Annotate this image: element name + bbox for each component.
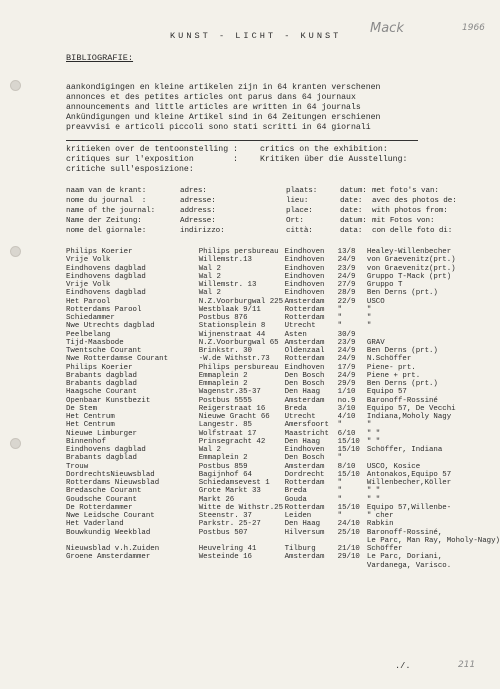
intro-line: Ankündigungen und kleine Artikel sind in 64 Zeitungen erschienen — [66, 113, 381, 122]
entry-date: 24/10 — [337, 520, 360, 529]
entry-photos: von Graevenitz(prt.) — [366, 264, 456, 273]
entry-date: no.9 — [337, 396, 356, 405]
entry-date: 21/10 — [337, 545, 360, 553]
entry-address: Prinsegracht 42 — [198, 437, 266, 446]
table-row — [66, 372, 500, 380]
legend-cell: with photos from: — [372, 207, 448, 215]
table-row — [66, 463, 500, 471]
entry-date: 23/9 — [337, 338, 356, 347]
bibliography-table — [66, 248, 500, 570]
entry-newspaper: Groene Amsterdammer — [66, 553, 151, 562]
entry-address: Willemstr.13 — [198, 256, 252, 265]
entry-place: Eindhoven — [284, 446, 325, 454]
entry-newspaper: Nieuwe Limburger — [66, 429, 137, 438]
entry-date: 30/9 — [337, 330, 356, 339]
entry-date: 15/10 — [337, 446, 360, 454]
entry-date: 23/9 — [337, 264, 356, 273]
entry-address: Willemstr. 13 — [198, 281, 257, 289]
entry-place: Eindhoven — [284, 363, 325, 372]
entry-photos: Vardanega, Varisco. — [366, 561, 452, 570]
entry-date: 4/10 — [337, 413, 356, 421]
table-row — [66, 364, 500, 372]
entry-newspaper: Peelbelang — [66, 330, 111, 339]
entry-address: N.Z.Voorburgwal 225 — [198, 297, 284, 306]
table-row — [66, 347, 500, 355]
entry-newspaper: Eindhovens dagblad — [66, 264, 146, 273]
entry-place: Eindhoven — [284, 289, 325, 298]
entry-photos: N.Schöffer — [366, 355, 412, 364]
intro-line: announcements and little articles are written in 64 journals — [66, 103, 361, 112]
entry-photos: " cher — [366, 512, 394, 520]
entry-date: " — [337, 487, 343, 496]
entry-photos: " — [366, 322, 372, 331]
entry-address: -W.de Withstr.73 — [198, 355, 270, 364]
entry-place: Den Haag — [284, 520, 321, 529]
intro-line: annonces et des petites articles ont parus dans 64 journaux — [66, 93, 356, 102]
entry-photos: " " — [366, 487, 381, 496]
table-row — [66, 298, 500, 306]
entry-place: Gouda — [284, 495, 307, 504]
entry-newspaper: Eindhovens dagblad — [66, 289, 146, 298]
entry-place: Amsterdam — [284, 396, 325, 405]
table-row — [66, 314, 500, 322]
legend-cell: indirizzo: — [180, 227, 225, 235]
legend-cell: nome del giornale: — [66, 227, 147, 235]
table-row — [66, 339, 500, 347]
entry-photos: Antonakos,Equipo 57 — [366, 470, 452, 479]
intro-line: aankondigingen en kleine artikelen zijn in 64 kranten verschenen — [66, 83, 381, 92]
entry-date: 24/9 — [337, 272, 356, 281]
entry-date: 24/9 — [337, 256, 356, 265]
entry-address: Nieuwe Gracht 66 — [198, 413, 270, 421]
entry-newspaper — [66, 537, 199, 545]
entry-place: Amsterdam — [284, 297, 325, 306]
entry-date: 24/9 — [337, 371, 356, 380]
entry-place: Eindhoven — [284, 264, 325, 273]
legend-cell: datum: — [340, 187, 367, 195]
entry-place: Rotterdam — [284, 355, 325, 364]
entry-date: " — [337, 305, 343, 314]
table-row — [66, 545, 500, 553]
entry-photos: Schöffer — [366, 545, 403, 553]
entry-date: 27/9 — [337, 281, 356, 289]
table-row — [66, 487, 500, 495]
table-row — [66, 529, 500, 537]
handwritten-name: Mack — [370, 21, 404, 36]
entry-newspaper: Haagsche Courant — [66, 388, 137, 397]
entry-place: Den Bosch — [284, 380, 325, 388]
entry-photos — [367, 454, 500, 462]
entry-place: Breda — [284, 487, 307, 496]
continuation-mark: ./. — [395, 661, 411, 671]
entry-address: Markt 26 — [198, 495, 235, 504]
entry-address: Postbus 5555 — [198, 396, 252, 405]
entry-newspaper: Eindhovens dagblad — [66, 446, 146, 454]
entry-place: Tilburg — [284, 545, 316, 553]
entry-date: 1/10 — [337, 388, 356, 397]
entry-newspaper: Eindhovens dagblad — [66, 272, 146, 281]
entry-newspaper: Nwe Leidsche Courant — [66, 512, 155, 520]
entry-address — [199, 537, 285, 545]
entry-newspaper: Rotterdams Nieuwsblad — [66, 479, 160, 487]
critics-label: Kritiken über die Ausstellung: — [260, 155, 408, 164]
entry-date: " — [337, 454, 343, 463]
entry-address: Schiedamsevest 1 — [198, 479, 270, 487]
legend-cell: date: — [340, 207, 363, 215]
entry-date: " — [337, 495, 343, 504]
punch-hole — [10, 438, 21, 449]
table-row — [66, 520, 500, 528]
table-row — [66, 256, 500, 264]
table-row — [66, 471, 500, 479]
entry-photos: Schöffer, Indiana — [366, 446, 443, 454]
entry-date: 24/9 — [337, 355, 356, 364]
legend-cell: met foto's van: — [372, 187, 439, 195]
entry-address: Wal 2 — [198, 264, 221, 273]
punch-hole — [10, 246, 21, 257]
entry-newspaper: Nwe Utrechts dagblad — [66, 322, 155, 331]
table-row — [66, 479, 500, 487]
entry-place: Amsterdam — [284, 553, 325, 562]
table-row — [66, 405, 500, 413]
entry-place: Rotterdam — [284, 479, 325, 487]
entry-address: Emmaplein 2 — [198, 454, 248, 463]
entry-place: Dordrecht — [284, 470, 325, 479]
entry-newspaper: Bredasche Courant — [66, 487, 142, 496]
entry-address: Wagenstr.35-37 — [198, 388, 261, 397]
entry-address: Postbus 859 — [198, 462, 248, 471]
entry-address: Wal 2 — [198, 446, 221, 454]
bibliography-table-body — [66, 248, 500, 570]
legend-cell: Adresse: — [180, 217, 216, 225]
section-title: BIBLIOGRAFIE: — [66, 53, 134, 63]
entry-photos: GRAV — [366, 338, 385, 347]
entry-date: 25/10 — [337, 528, 360, 537]
entry-photos: Piene- prt. — [366, 363, 416, 372]
legend-cell: plaats: — [286, 187, 318, 195]
table-row — [66, 355, 500, 363]
entry-photos: von Graevenitz(prt.) — [366, 256, 456, 265]
entry-address: Wijnenstraat 44 — [198, 330, 266, 339]
entry-newspaper: Brabants dagblad — [66, 454, 137, 463]
entry-place: Den Haag — [284, 388, 321, 397]
legend-cell: Name der Zeitung: — [66, 217, 142, 225]
entry-date: 15/10 — [337, 437, 360, 446]
entry-photos: Ben Derns (prt.) — [366, 289, 438, 298]
entry-address: Witte de Withstr.25 — [198, 503, 284, 512]
entry-photos: Rabkin — [366, 520, 394, 529]
entry-newspaper: Nieuwsblad v.h.Zuiden — [66, 545, 160, 553]
divider-rule — [66, 140, 418, 141]
entry-photos: Healey-Willenbecher — [366, 248, 452, 256]
entry-address: Westeinde 16 — [198, 553, 252, 562]
entry-photos: Willenbecher,Köller — [366, 479, 452, 487]
entry-photos: " " — [366, 495, 381, 504]
entry-date: 15/10 — [337, 503, 360, 512]
entry-date: 13/8 — [337, 248, 356, 256]
table-row — [66, 446, 500, 454]
legend-cell: naam van de krant: — [66, 187, 147, 195]
entry-newspaper: Het Vaderland — [66, 520, 124, 529]
table-row — [66, 281, 500, 289]
entry-place: Eindhoven — [284, 256, 325, 265]
legend-cell: Ort: — [286, 217, 304, 225]
legend-cell: nome du journal : — [66, 197, 147, 205]
entry-photos: Le Parc, Man Ray, Moholy-Nagy) — [366, 536, 500, 545]
entry-newspaper: Openbaar Kunstbezit — [66, 396, 151, 405]
entry-place: Eindhoven — [284, 248, 325, 256]
entry-newspaper: De Stem — [66, 404, 98, 413]
legend-cell: place: — [286, 207, 313, 215]
entry-newspaper: Trouw — [66, 462, 89, 471]
table-row — [66, 397, 500, 405]
entry-newspaper: Vrije Volk — [66, 281, 111, 289]
entry-date: 24/9 — [337, 347, 356, 355]
legend-cell: città: — [286, 227, 313, 235]
entry-address — [199, 562, 285, 570]
table-row — [66, 438, 500, 446]
table-row — [66, 454, 500, 462]
entry-place: Rotterdam — [284, 305, 325, 314]
entry-newspaper: Het Parool — [66, 297, 111, 306]
entry-newspaper: DordrechtsNieuwsblad — [66, 470, 155, 479]
page-number: 211 — [458, 660, 476, 670]
entry-newspaper: Twentsche Courant — [66, 347, 142, 355]
table-row — [66, 273, 500, 281]
entry-photos: Equipo 57, De Vecchi — [366, 404, 456, 413]
table-row — [66, 430, 500, 438]
handwritten-year: 1966 — [462, 23, 485, 33]
entry-photos: " — [366, 421, 372, 430]
entry-place: Utrecht — [284, 322, 316, 331]
entry-address: Wal 2 — [198, 289, 221, 298]
legend-cell: avec des photos de: — [372, 197, 457, 205]
entry-date: 28/9 — [337, 289, 356, 298]
table-row — [66, 553, 500, 561]
entry-newspaper: Philips Koerier — [66, 363, 133, 372]
entry-photos: Gruppo T-Mack (prt) — [366, 272, 452, 281]
entry-address: Philips persbureau — [198, 363, 279, 372]
entry-date — [338, 562, 367, 570]
table-row — [66, 289, 500, 297]
table-row — [66, 248, 500, 256]
entry-newspaper: Tijd-Maasbode — [66, 338, 124, 347]
entry-photos: " " — [366, 437, 381, 446]
entry-photos — [367, 331, 500, 339]
entry-date: 15/10 — [337, 470, 360, 479]
entry-photos: Equipo 57 — [366, 388, 407, 397]
legend-cell: adresse: — [180, 197, 216, 205]
entry-date: " — [337, 314, 343, 322]
entry-photos: Indiana,Moholy Nagy — [366, 413, 452, 421]
entry-place: Amsterdam — [284, 462, 325, 471]
entry-address: Stationsplein 8 — [198, 322, 266, 331]
entry-date: 29/9 — [337, 380, 356, 388]
entry-newspaper: Goudsche Courant — [66, 495, 137, 504]
entry-photos: Piene + prt. — [366, 371, 421, 380]
legend-cell: data: — [340, 227, 363, 235]
entry-place: Rotterdam — [284, 503, 325, 512]
entry-date: " — [337, 479, 343, 487]
entry-address: Wal 2 — [198, 272, 221, 281]
entry-address: Postbus 876 — [198, 314, 248, 322]
legend-cell: datum: — [340, 217, 367, 225]
entry-date: " — [337, 322, 343, 331]
entry-place: Eindhoven — [284, 281, 325, 289]
entry-newspaper: Brabants dagblad — [66, 371, 137, 380]
entry-newspaper: Schiedammer — [66, 314, 115, 322]
entry-date: 3/10 — [337, 404, 356, 413]
entry-place: Den Bosch — [284, 371, 325, 380]
table-row — [66, 512, 500, 520]
entry-photos: USCO, Kosice — [366, 462, 421, 471]
entry-place: Amersfoort — [284, 421, 329, 430]
entry-place: Utrecht — [284, 413, 316, 421]
table-row — [66, 322, 500, 330]
table-row — [66, 504, 500, 512]
entry-place: Breda — [284, 404, 307, 413]
table-row — [66, 306, 500, 314]
entry-address: Grote Markt 33 — [198, 487, 261, 496]
critics-label: critics on the exhibition: — [260, 145, 388, 154]
legend-cell: adres: — [180, 187, 207, 195]
entry-photos: Ben Derns (prt.) — [366, 347, 438, 355]
entry-newspaper: Brabants dagblad — [66, 380, 137, 388]
entry-photos: Ben Derns (prt.) — [366, 380, 438, 388]
entry-place: Amsterdam — [284, 338, 325, 347]
entry-newspaper: De Rotterdammer — [66, 503, 133, 512]
entry-newspaper — [66, 562, 199, 570]
entry-newspaper: Vrije Volk — [66, 256, 111, 265]
punch-hole — [10, 80, 21, 91]
entry-newspaper: Nwe Rotterdamse Courant — [66, 355, 169, 364]
entry-photos: Baronoff-Rossiné, — [366, 528, 443, 537]
legend-cell: date: — [340, 197, 363, 205]
entry-newspaper: Rotterdams Parool — [66, 305, 142, 314]
entry-date: 6/10 — [337, 429, 356, 438]
entry-photos: Baronoff-Rossiné — [366, 396, 438, 405]
legend-cell: lieu: — [286, 197, 309, 205]
entry-address: Philips persbureau — [198, 248, 279, 256]
table-row — [66, 562, 500, 570]
entry-date: 8/10 — [337, 462, 356, 471]
entry-address: Westblaak 9/11 — [198, 305, 261, 314]
entry-address: Brinkstr. 30 — [198, 347, 252, 355]
entry-address: Wolfstraat 17 — [198, 429, 257, 438]
entry-date: " — [337, 512, 343, 520]
table-row — [66, 413, 500, 421]
legend-cell: address: — [180, 207, 216, 215]
table-row — [66, 537, 500, 545]
legend-cell: mit Fotos von: — [372, 217, 435, 225]
legend-cell: name of the journal: — [66, 207, 156, 215]
entry-address: Postbus 507 — [198, 528, 248, 537]
entry-newspaper: Bouwkundig Weekblad — [66, 528, 151, 537]
entry-address: N.Z.Voorburgwal 65 — [198, 338, 279, 347]
entry-place: Leiden — [284, 512, 312, 520]
entry-place — [285, 562, 338, 570]
entry-address: Emmaplein 2 — [198, 380, 248, 388]
entry-date: " — [337, 421, 343, 430]
entry-address: Heuvelring 41 — [198, 545, 257, 553]
entry-place: Maastricht — [284, 429, 329, 438]
entry-address: Steenstr. 37 — [198, 512, 252, 520]
entry-photos: USCO — [366, 297, 385, 306]
entry-date — [338, 537, 367, 545]
table-row — [66, 496, 500, 504]
entry-newspaper: Philips Koerier — [66, 248, 133, 256]
entry-date: 22/9 — [337, 297, 356, 306]
legend-cell: con delle foto di: — [372, 227, 453, 235]
entry-place: Den Haag — [284, 437, 321, 446]
critics-label: critiques sur l'exposition : — [66, 155, 238, 164]
entry-address: Emmaplein 2 — [198, 371, 248, 380]
entry-place — [285, 537, 338, 545]
entry-date: 29/10 — [337, 553, 360, 562]
entry-place: Hilversum — [284, 528, 325, 537]
entry-address: Langestr. 85 — [198, 421, 252, 430]
entry-place: Den Bosch — [284, 454, 325, 463]
entry-photos: Le Parc, Doriani, — [366, 553, 443, 562]
entry-date: 17/9 — [337, 363, 356, 372]
critics-label: kritieken over de tentoonstelling : — [66, 145, 238, 154]
table-row — [66, 388, 500, 396]
entry-place: Rotterdam — [284, 314, 325, 322]
entry-photos: Gruppo T — [366, 281, 403, 289]
entry-photos: Equipo 57,Willenbe- — [366, 503, 452, 512]
entry-address: Bagijnhof 64 — [198, 470, 252, 479]
entry-place: Eindhoven — [284, 272, 325, 281]
critics-label: critiche sull'esposizione: — [66, 165, 194, 174]
entry-address: Parkstr. 25-27 — [198, 520, 261, 529]
entry-place: Oldenzaal — [284, 347, 325, 355]
table-row — [66, 380, 500, 388]
entry-newspaper: Het Centrum — [66, 413, 115, 421]
header-title: KUNST - LICHT - KUNST — [170, 31, 342, 41]
entry-photos: " " — [366, 429, 381, 438]
entry-photos: " — [366, 305, 372, 314]
table-row — [66, 265, 500, 273]
entry-newspaper: Het Centrum — [66, 421, 115, 430]
entry-newspaper: Binnenhof — [66, 437, 106, 446]
table-row — [66, 421, 500, 429]
entry-photos: " — [366, 314, 372, 322]
table-row — [66, 331, 500, 339]
entry-address: Reigerstraat 16 — [198, 404, 266, 413]
intro-line: preavvisi e articoli piccoli sono stati scritti in 64 giornali — [66, 123, 371, 132]
entry-place: Asten — [284, 330, 307, 339]
